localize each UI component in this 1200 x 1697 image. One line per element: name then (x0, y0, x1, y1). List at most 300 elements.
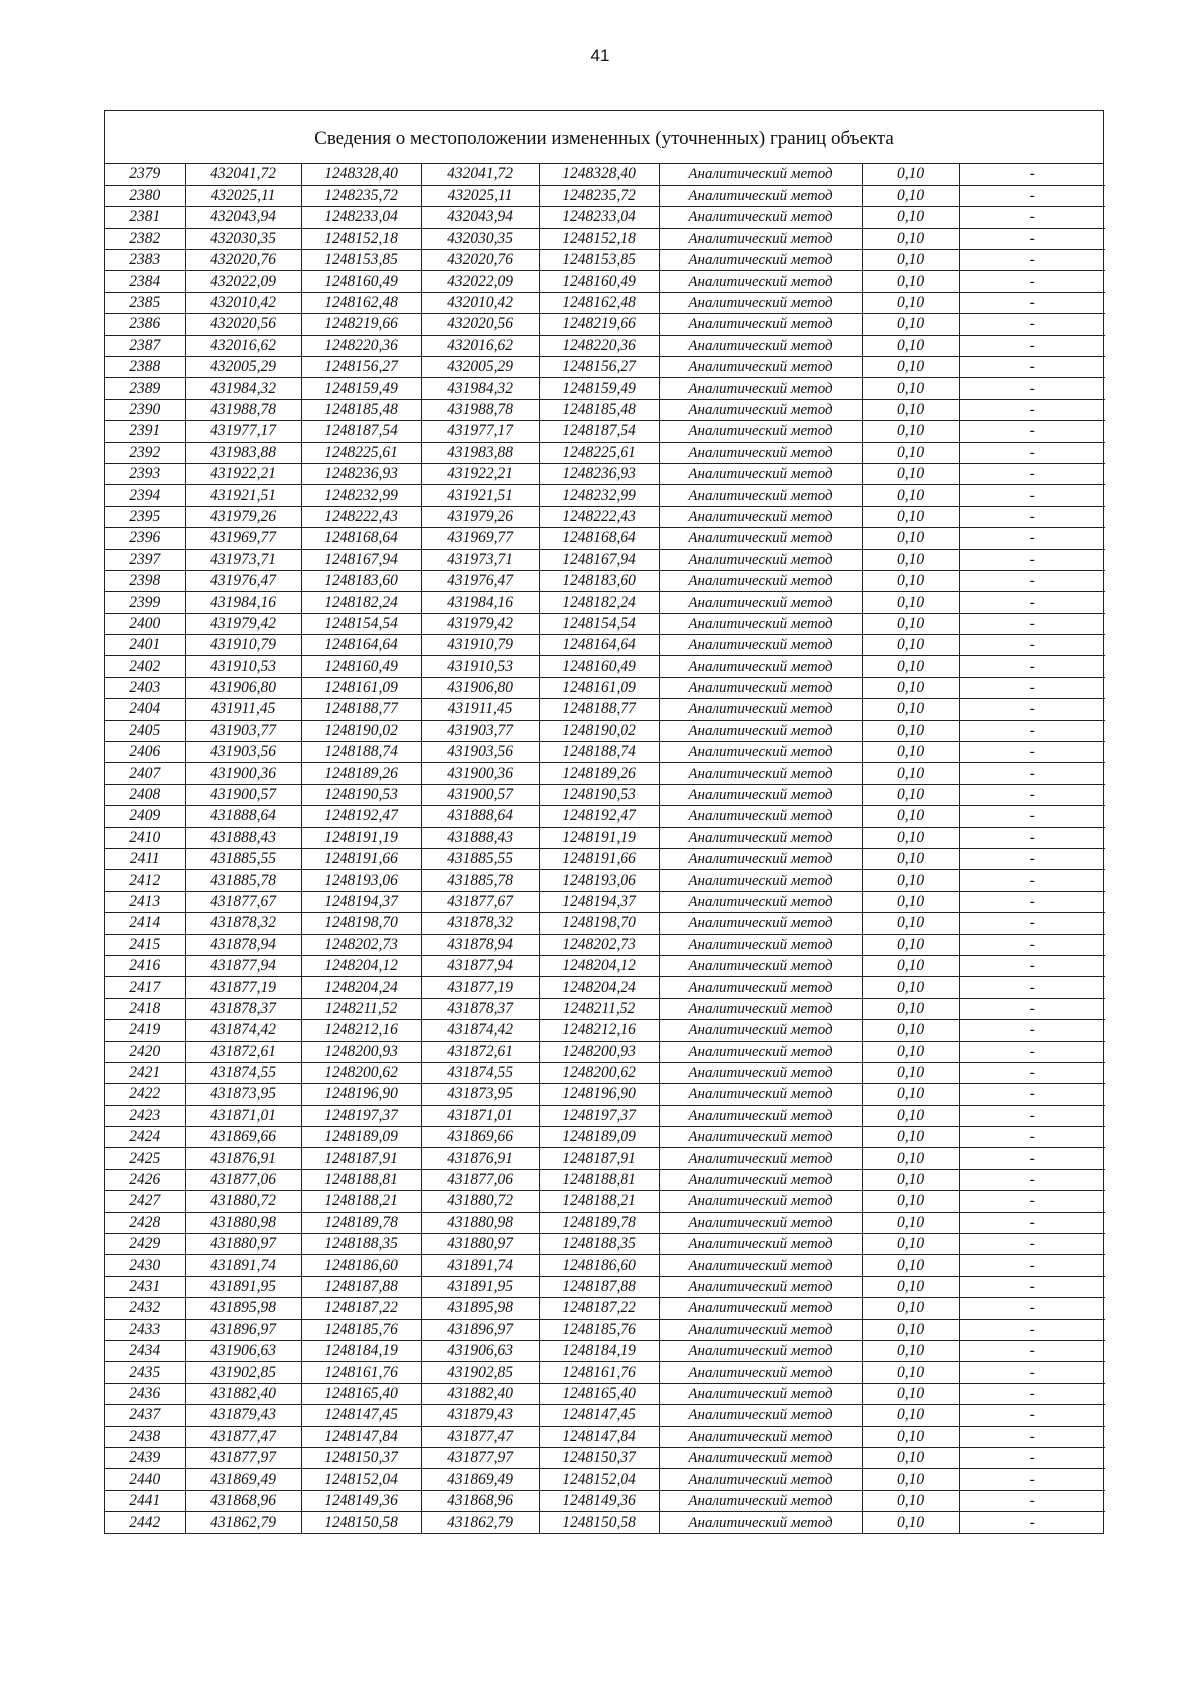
table-row (105, 463, 1105, 484)
y-existing-cell: 1248328,40 (301, 164, 421, 185)
description-cell: - (959, 207, 1105, 228)
point-number-cell: 2423 (105, 1105, 185, 1126)
x-new-cell: 431876,91 (421, 1148, 539, 1169)
y-new-cell: 1248200,93 (539, 1041, 659, 1062)
y-new-cell: 1248183,60 (539, 570, 659, 591)
y-existing-cell: 1248225,61 (301, 442, 421, 463)
x-new-cell: 431973,71 (421, 549, 539, 570)
method-cell: Аналитический метод (659, 1020, 862, 1041)
x-existing-cell: 431922,21 (185, 463, 301, 484)
x-existing-cell: 431874,42 (185, 1020, 301, 1041)
method-cell: Аналитический метод (659, 1255, 862, 1276)
y-new-cell: 1248161,09 (539, 677, 659, 698)
x-new-cell: 431984,32 (421, 378, 539, 399)
boundary-table-frame (104, 110, 1104, 1534)
table-row (105, 1276, 1105, 1297)
x-existing-cell: 431872,61 (185, 1041, 301, 1062)
precision-cell: 0,10 (862, 677, 959, 698)
y-existing-cell: 1248200,62 (301, 1062, 421, 1083)
y-existing-cell: 1248193,06 (301, 870, 421, 891)
point-number-cell: 2380 (105, 185, 185, 206)
y-existing-cell: 1248194,37 (301, 891, 421, 912)
description-cell: - (959, 1426, 1105, 1447)
y-new-cell: 1248233,04 (539, 207, 659, 228)
precision-cell: 0,10 (862, 1127, 959, 1148)
x-existing-cell: 431879,43 (185, 1405, 301, 1426)
point-number-cell: 2435 (105, 1362, 185, 1383)
x-existing-cell: 431868,96 (185, 1490, 301, 1511)
y-new-cell: 1248188,35 (539, 1234, 659, 1255)
x-new-cell: 432020,56 (421, 314, 539, 335)
x-new-cell: 431869,66 (421, 1127, 539, 1148)
precision-cell: 0,10 (862, 292, 959, 313)
x-new-cell: 431878,32 (421, 913, 539, 934)
precision-cell: 0,10 (862, 1490, 959, 1511)
x-existing-cell: 431888,64 (185, 806, 301, 827)
y-existing-cell: 1248219,66 (301, 314, 421, 335)
x-existing-cell: 431877,67 (185, 891, 301, 912)
x-new-cell: 431903,56 (421, 742, 539, 763)
x-new-cell: 432010,42 (421, 292, 539, 313)
description-cell: - (959, 485, 1105, 506)
y-new-cell: 1248222,43 (539, 506, 659, 527)
point-number-cell: 2415 (105, 934, 185, 955)
y-existing-cell: 1248167,94 (301, 549, 421, 570)
method-cell: Аналитический метод (659, 998, 862, 1019)
x-new-cell: 431900,57 (421, 784, 539, 805)
y-existing-cell: 1248189,09 (301, 1127, 421, 1148)
x-existing-cell: 431921,51 (185, 485, 301, 506)
x-new-cell: 431888,64 (421, 806, 539, 827)
table-row (105, 827, 1105, 848)
y-existing-cell: 1248147,84 (301, 1426, 421, 1447)
table-row (105, 1405, 1105, 1426)
point-number-cell: 2436 (105, 1383, 185, 1404)
precision-cell: 0,10 (862, 1340, 959, 1361)
x-existing-cell: 431880,98 (185, 1212, 301, 1233)
description-cell: - (959, 1105, 1105, 1126)
x-new-cell: 431922,21 (421, 463, 539, 484)
y-new-cell: 1248212,16 (539, 1020, 659, 1041)
y-existing-cell: 1248149,36 (301, 1490, 421, 1511)
x-new-cell: 432022,09 (421, 271, 539, 292)
point-number-cell: 2412 (105, 870, 185, 891)
y-existing-cell: 1248235,72 (301, 185, 421, 206)
y-new-cell: 1248187,54 (539, 421, 659, 442)
description-cell: - (959, 1512, 1105, 1533)
description-cell: - (959, 913, 1105, 934)
x-new-cell: 431880,72 (421, 1191, 539, 1212)
y-new-cell: 1248190,02 (539, 720, 659, 741)
precision-cell: 0,10 (862, 784, 959, 805)
x-existing-cell: 431877,47 (185, 1426, 301, 1447)
point-number-cell: 2411 (105, 849, 185, 870)
point-number-cell: 2439 (105, 1447, 185, 1468)
y-existing-cell: 1248190,53 (301, 784, 421, 805)
precision-cell: 0,10 (862, 977, 959, 998)
table-row (105, 1362, 1105, 1383)
x-new-cell: 432020,76 (421, 250, 539, 271)
description-cell: - (959, 891, 1105, 912)
precision-cell: 0,10 (862, 1062, 959, 1083)
method-cell: Аналитический метод (659, 1276, 862, 1297)
y-new-cell: 1248152,04 (539, 1469, 659, 1490)
method-cell: Аналитический метод (659, 699, 862, 720)
y-existing-cell: 1248147,45 (301, 1405, 421, 1426)
precision-cell: 0,10 (862, 1405, 959, 1426)
point-number-cell: 2386 (105, 314, 185, 335)
y-new-cell: 1248190,53 (539, 784, 659, 805)
table-row (105, 1041, 1105, 1062)
table-row (105, 1319, 1105, 1340)
point-number-cell: 2417 (105, 977, 185, 998)
x-existing-cell: 431882,40 (185, 1383, 301, 1404)
y-existing-cell: 1248185,48 (301, 399, 421, 420)
y-existing-cell: 1248186,60 (301, 1255, 421, 1276)
x-new-cell: 431878,94 (421, 934, 539, 955)
description-cell: - (959, 1084, 1105, 1105)
y-existing-cell: 1248187,54 (301, 421, 421, 442)
x-existing-cell: 431871,01 (185, 1105, 301, 1126)
x-new-cell: 432016,62 (421, 335, 539, 356)
point-number-cell: 2407 (105, 763, 185, 784)
precision-cell: 0,10 (862, 913, 959, 934)
table-row (105, 421, 1105, 442)
table-row (105, 228, 1105, 249)
point-number-cell: 2428 (105, 1212, 185, 1233)
point-number-cell: 2409 (105, 806, 185, 827)
y-existing-cell: 1248188,74 (301, 742, 421, 763)
method-cell: Аналитический метод (659, 592, 862, 613)
point-number-cell: 2437 (105, 1405, 185, 1426)
y-new-cell: 1248160,49 (539, 656, 659, 677)
precision-cell: 0,10 (862, 1191, 959, 1212)
y-existing-cell: 1248156,27 (301, 357, 421, 378)
y-existing-cell: 1248198,70 (301, 913, 421, 934)
method-cell: Аналитический метод (659, 677, 862, 698)
x-new-cell: 431880,98 (421, 1212, 539, 1233)
description-cell: - (959, 549, 1105, 570)
y-new-cell: 1248204,24 (539, 977, 659, 998)
x-new-cell: 431868,96 (421, 1490, 539, 1511)
y-new-cell: 1248152,18 (539, 228, 659, 249)
method-cell: Аналитический метод (659, 1298, 862, 1319)
point-number-cell: 2395 (105, 506, 185, 527)
table-row (105, 1298, 1105, 1319)
point-number-cell: 2438 (105, 1426, 185, 1447)
method-cell: Аналитический метод (659, 1362, 862, 1383)
x-existing-cell: 431878,32 (185, 913, 301, 934)
method-cell: Аналитический метод (659, 1105, 862, 1126)
y-new-cell: 1248191,66 (539, 849, 659, 870)
method-cell: Аналитический метод (659, 742, 862, 763)
table-row (105, 1020, 1105, 1041)
x-existing-cell: 431979,42 (185, 613, 301, 634)
point-number-cell: 2433 (105, 1319, 185, 1340)
y-existing-cell: 1248150,37 (301, 1447, 421, 1468)
x-existing-cell: 431973,71 (185, 549, 301, 570)
description-cell: - (959, 1062, 1105, 1083)
y-existing-cell: 1248161,09 (301, 677, 421, 698)
description-cell: - (959, 1234, 1105, 1255)
precision-cell: 0,10 (862, 442, 959, 463)
table-row (105, 849, 1105, 870)
x-new-cell: 432041,72 (421, 164, 539, 185)
precision-cell: 0,10 (862, 1447, 959, 1468)
description-cell: - (959, 1469, 1105, 1490)
x-new-cell: 431888,43 (421, 827, 539, 848)
x-new-cell: 431877,94 (421, 955, 539, 976)
precision-cell: 0,10 (862, 1298, 959, 1319)
x-new-cell: 431877,47 (421, 1426, 539, 1447)
y-existing-cell: 1248222,43 (301, 506, 421, 527)
method-cell: Аналитический метод (659, 314, 862, 335)
point-number-cell: 2387 (105, 335, 185, 356)
x-new-cell: 431976,47 (421, 570, 539, 591)
table-row (105, 870, 1105, 891)
method-cell: Аналитический метод (659, 891, 862, 912)
y-new-cell: 1248211,52 (539, 998, 659, 1019)
description-cell: - (959, 1362, 1105, 1383)
method-cell: Аналитический метод (659, 763, 862, 784)
table-row (105, 1469, 1105, 1490)
point-number-cell: 2442 (105, 1512, 185, 1533)
precision-cell: 0,10 (862, 506, 959, 527)
y-new-cell: 1248150,37 (539, 1447, 659, 1468)
description-cell: - (959, 185, 1105, 206)
precision-cell: 0,10 (862, 1041, 959, 1062)
point-number-cell: 2388 (105, 357, 185, 378)
x-new-cell: 431877,06 (421, 1169, 539, 1190)
precision-cell: 0,10 (862, 1084, 959, 1105)
x-new-cell: 431862,79 (421, 1512, 539, 1533)
y-existing-cell: 1248191,66 (301, 849, 421, 870)
y-existing-cell: 1248220,36 (301, 335, 421, 356)
x-existing-cell: 431977,17 (185, 421, 301, 442)
description-cell: - (959, 1405, 1105, 1426)
method-cell: Аналитический метод (659, 635, 862, 656)
table-row (105, 164, 1105, 185)
description-cell: - (959, 1276, 1105, 1297)
description-cell: - (959, 827, 1105, 848)
x-existing-cell: 432022,09 (185, 271, 301, 292)
method-cell: Аналитический метод (659, 1405, 862, 1426)
precision-cell: 0,10 (862, 656, 959, 677)
x-existing-cell: 431885,78 (185, 870, 301, 891)
x-new-cell: 431921,51 (421, 485, 539, 506)
table-row (105, 271, 1105, 292)
precision-cell: 0,10 (862, 335, 959, 356)
point-number-cell: 2396 (105, 528, 185, 549)
x-existing-cell: 431984,16 (185, 592, 301, 613)
y-existing-cell: 1248188,21 (301, 1191, 421, 1212)
x-new-cell: 431979,26 (421, 506, 539, 527)
table-row (105, 528, 1105, 549)
precision-cell: 0,10 (862, 1362, 959, 1383)
table-row (105, 442, 1105, 463)
precision-cell: 0,10 (862, 1512, 959, 1533)
description-cell: - (959, 378, 1105, 399)
y-existing-cell: 1248189,78 (301, 1212, 421, 1233)
description-cell: - (959, 1148, 1105, 1169)
x-existing-cell: 431878,94 (185, 934, 301, 955)
point-number-cell: 2406 (105, 742, 185, 763)
table-row (105, 763, 1105, 784)
x-existing-cell: 431876,91 (185, 1148, 301, 1169)
description-cell: - (959, 849, 1105, 870)
x-existing-cell: 431900,57 (185, 784, 301, 805)
precision-cell: 0,10 (862, 720, 959, 741)
table-title: Сведения о местоположении измененных (уточненных) границ объекта (105, 111, 1103, 164)
method-cell: Аналитический метод (659, 1212, 862, 1233)
x-existing-cell: 431877,94 (185, 955, 301, 976)
point-number-cell: 2389 (105, 378, 185, 399)
method-cell: Аналитический метод (659, 185, 862, 206)
y-existing-cell: 1248188,81 (301, 1169, 421, 1190)
precision-cell: 0,10 (862, 1276, 959, 1297)
x-existing-cell: 432030,35 (185, 228, 301, 249)
table-row (105, 399, 1105, 420)
description-cell: - (959, 934, 1105, 955)
point-number-cell: 2379 (105, 164, 185, 185)
description-cell: - (959, 784, 1105, 805)
table-row (105, 378, 1105, 399)
y-existing-cell: 1248187,22 (301, 1298, 421, 1319)
table-row (105, 934, 1105, 955)
x-new-cell: 431877,67 (421, 891, 539, 912)
x-new-cell: 431988,78 (421, 399, 539, 420)
x-new-cell: 431969,77 (421, 528, 539, 549)
y-existing-cell: 1248236,93 (301, 463, 421, 484)
method-cell: Аналитический метод (659, 1512, 862, 1533)
method-cell: Аналитический метод (659, 613, 862, 634)
table-row (105, 1512, 1105, 1533)
table-row (105, 998, 1105, 1019)
description-cell: - (959, 955, 1105, 976)
y-new-cell: 1248164,64 (539, 635, 659, 656)
y-existing-cell: 1248211,52 (301, 998, 421, 1019)
y-new-cell: 1248185,48 (539, 399, 659, 420)
y-existing-cell: 1248152,04 (301, 1469, 421, 1490)
y-new-cell: 1248193,06 (539, 870, 659, 891)
description-cell: - (959, 1041, 1105, 1062)
precision-cell: 0,10 (862, 806, 959, 827)
x-existing-cell: 432016,62 (185, 335, 301, 356)
method-cell: Аналитический метод (659, 1490, 862, 1511)
description-cell: - (959, 677, 1105, 698)
precision-cell: 0,10 (862, 357, 959, 378)
x-existing-cell: 431880,97 (185, 1234, 301, 1255)
x-new-cell: 431878,37 (421, 998, 539, 1019)
precision-cell: 0,10 (862, 250, 959, 271)
description-cell: - (959, 250, 1105, 271)
x-new-cell: 431874,42 (421, 1020, 539, 1041)
y-existing-cell: 1248233,04 (301, 207, 421, 228)
precision-cell: 0,10 (862, 742, 959, 763)
table-row (105, 720, 1105, 741)
y-new-cell: 1248159,49 (539, 378, 659, 399)
table-row (105, 742, 1105, 763)
precision-cell: 0,10 (862, 635, 959, 656)
description-cell: - (959, 763, 1105, 784)
point-number-cell: 2422 (105, 1084, 185, 1105)
description-cell: - (959, 335, 1105, 356)
coordinates-table (105, 164, 1105, 1533)
table-row (105, 592, 1105, 613)
y-new-cell: 1248192,47 (539, 806, 659, 827)
point-number-cell: 2424 (105, 1127, 185, 1148)
table-row (105, 549, 1105, 570)
table-row (105, 1127, 1105, 1148)
x-existing-cell: 431906,63 (185, 1340, 301, 1361)
method-cell: Аналитический метод (659, 357, 862, 378)
description-cell: - (959, 613, 1105, 634)
x-new-cell: 431891,74 (421, 1255, 539, 1276)
precision-cell: 0,10 (862, 271, 959, 292)
y-existing-cell: 1248150,58 (301, 1512, 421, 1533)
x-new-cell: 431872,61 (421, 1041, 539, 1062)
point-number-cell: 2420 (105, 1041, 185, 1062)
y-existing-cell: 1248200,93 (301, 1041, 421, 1062)
method-cell: Аналитический метод (659, 1426, 862, 1447)
x-new-cell: 431885,55 (421, 849, 539, 870)
x-existing-cell: 431896,97 (185, 1319, 301, 1340)
method-cell: Аналитический метод (659, 399, 862, 420)
precision-cell: 0,10 (862, 549, 959, 570)
table-row (105, 806, 1105, 827)
y-existing-cell: 1248182,24 (301, 592, 421, 613)
method-cell: Аналитический метод (659, 1383, 862, 1404)
method-cell: Аналитический метод (659, 292, 862, 313)
precision-cell: 0,10 (862, 1234, 959, 1255)
y-new-cell: 1248186,60 (539, 1255, 659, 1276)
precision-cell: 0,10 (862, 870, 959, 891)
x-new-cell: 431984,16 (421, 592, 539, 613)
x-existing-cell: 432025,11 (185, 185, 301, 206)
point-number-cell: 2385 (105, 292, 185, 313)
table-row (105, 1490, 1105, 1511)
method-cell: Аналитический метод (659, 1084, 862, 1105)
method-cell: Аналитический метод (659, 528, 862, 549)
precision-cell: 0,10 (862, 1469, 959, 1490)
method-cell: Аналитический метод (659, 271, 862, 292)
y-existing-cell: 1248187,91 (301, 1148, 421, 1169)
y-new-cell: 1248194,37 (539, 891, 659, 912)
y-new-cell: 1248189,09 (539, 1127, 659, 1148)
table-row (105, 335, 1105, 356)
y-new-cell: 1248219,66 (539, 314, 659, 335)
precision-cell: 0,10 (862, 164, 959, 185)
table-row (105, 699, 1105, 720)
table-row (105, 1383, 1105, 1404)
description-cell: - (959, 570, 1105, 591)
table-row (105, 357, 1105, 378)
x-new-cell: 431902,85 (421, 1362, 539, 1383)
x-existing-cell: 431984,32 (185, 378, 301, 399)
y-existing-cell: 1248153,85 (301, 250, 421, 271)
y-new-cell: 1248160,49 (539, 271, 659, 292)
method-cell: Аналитический метод (659, 1319, 862, 1340)
precision-cell: 0,10 (862, 891, 959, 912)
description-cell: - (959, 442, 1105, 463)
precision-cell: 0,10 (862, 378, 959, 399)
y-new-cell: 1248188,81 (539, 1169, 659, 1190)
description-cell: - (959, 271, 1105, 292)
x-existing-cell: 432020,76 (185, 250, 301, 271)
method-cell: Аналитический метод (659, 720, 862, 741)
y-new-cell: 1248236,93 (539, 463, 659, 484)
table-row (105, 656, 1105, 677)
